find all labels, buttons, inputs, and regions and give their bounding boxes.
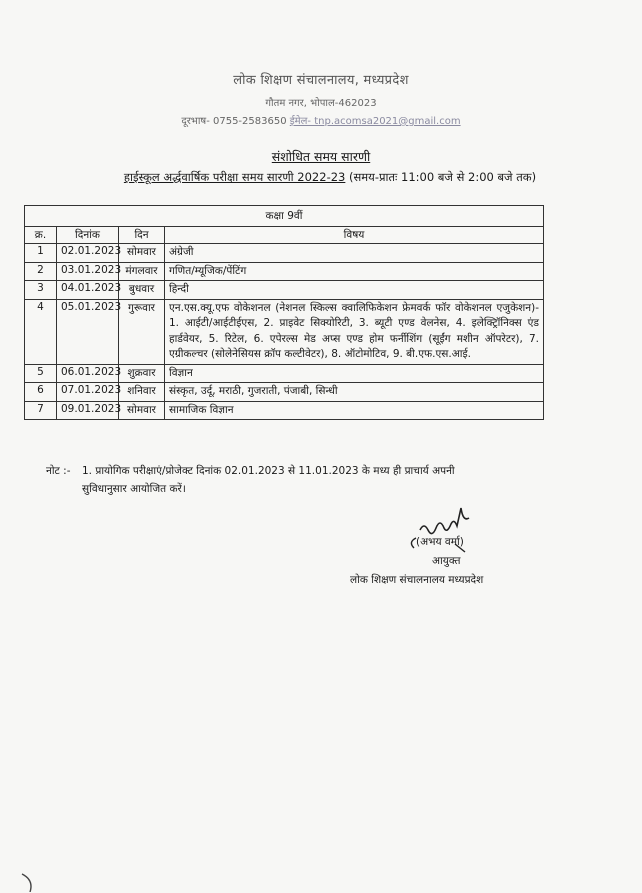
- row-serial: 7: [25, 401, 57, 420]
- note-line-2: सुविधानुसार आयोजित करें।: [82, 483, 186, 495]
- exam-schedule-title: हाईस्कूल अर्द्धवार्षिक परीक्षा समय सारणी 2022-23: [123, 170, 346, 184]
- table-row: [25, 299, 544, 364]
- row-serial: 4: [25, 299, 57, 364]
- row-serial: 6: [25, 383, 57, 402]
- email-address: ईमेल- tnp.acomsa2021@gmail.com: [289, 116, 461, 127]
- row-day: सोमवार: [119, 244, 165, 263]
- row-day: शनिवार: [119, 383, 165, 402]
- row-subject: गणित/म्यूजिक/पेंटिंग: [165, 262, 544, 281]
- row-serial: 1: [25, 244, 57, 263]
- document-title: संशोधित समय सारणी: [271, 149, 371, 164]
- signer-office: लोक शिक्षण संचालनालय मध्यप्रदेश: [350, 574, 484, 586]
- row-date: 04.01.2023: [57, 281, 119, 300]
- scan-mark: [18, 870, 42, 892]
- note-line-1: 1. प्रायोगिक परीक्षाएं/प्रोजेक्ट दिनांक 02.01.2023 से 11.01.2023 के मध्य ही प्राचार्य अपनी: [82, 465, 455, 477]
- exam-schedule-table: [24, 205, 544, 420]
- phone-number: दूरभाष- 0755-2583650: [181, 116, 287, 127]
- table-row: [25, 244, 544, 263]
- contact-line: [0, 113, 642, 127]
- office-address: गौतम नगर, भोपाल-462023: [265, 98, 377, 109]
- exam-time: (समय-प्रातः 11:00 बजे से 2:00 बजे तक): [349, 170, 537, 184]
- signer-name: (अभय वर्मा): [416, 536, 464, 548]
- office-name: लोक शिक्षण संचालनालय, मध्यप्रदेश: [233, 73, 409, 88]
- row-day: शुक्रवार: [119, 364, 165, 383]
- note-label: नोट :-: [46, 465, 71, 477]
- note-block: [46, 462, 566, 498]
- class-label: कक्षा 9वीं: [25, 206, 544, 227]
- row-serial: 2: [25, 262, 57, 281]
- row-subject: अंग्रेजी: [165, 244, 544, 263]
- table-row: [25, 383, 544, 402]
- column-header-day: दिन: [119, 227, 165, 244]
- row-date: 03.01.2023: [57, 262, 119, 281]
- table-row: [25, 364, 544, 383]
- row-subject: विज्ञान: [165, 364, 544, 383]
- row-subject: हिन्दी: [165, 281, 544, 300]
- row-day: मंगलवार: [119, 262, 165, 281]
- row-serial: 5: [25, 364, 57, 383]
- document-subtitle: [30, 170, 630, 185]
- column-header-serial: क्र.: [25, 227, 57, 244]
- table-row: [25, 281, 544, 300]
- row-subject: सामाजिक विज्ञान: [165, 401, 544, 420]
- row-date: 06.01.2023: [57, 364, 119, 383]
- column-header-subject: विषय: [165, 227, 544, 244]
- row-date: 02.01.2023: [57, 244, 119, 263]
- column-header-date: दिनांक: [57, 227, 119, 244]
- row-date: 05.01.2023: [57, 299, 119, 364]
- row-subject: एन.एस.क्यू.एफ वोकेशनल (नेशनल स्किल्स क्वालिफिकेशन फ्रेमवर्क फॉर वोकेशनल एजुकेशन)- 1. आईटी/आईटीईएस, 2. प्राइवेट सिक्योरिटी, 3. ब्यूटी एण्ड वेलनेस, 4. इलेक्ट्रिॉनिक्स एंड हार्डवेयर, 5. रिटेल, 6. एपेरल्स मेड अप्स एण्ड होम फर्नीशिंग (सूईंग मशीन ऑपरेटर), 7. एग्रीकल्चर (सोलेनेसियस क्रॉप कल्टीवेटर), 8. ऑटोमोटिव, 9. बी.एफ.एस.आई.: [165, 299, 544, 364]
- row-day: गुरूवार: [119, 299, 165, 364]
- row-serial: 3: [25, 281, 57, 300]
- row-date: 09.01.2023: [57, 401, 119, 420]
- row-subject: संस्कृत, उर्दू, मराठी, गुजराती, पंजाबी, सिन्धी: [165, 383, 544, 402]
- row-day: सोमवार: [119, 401, 165, 420]
- table-row: [25, 401, 544, 420]
- table-row: [25, 262, 544, 281]
- signer-designation: आयुक्त: [432, 555, 461, 567]
- row-date: 07.01.2023: [57, 383, 119, 402]
- row-day: बुधवार: [119, 281, 165, 300]
